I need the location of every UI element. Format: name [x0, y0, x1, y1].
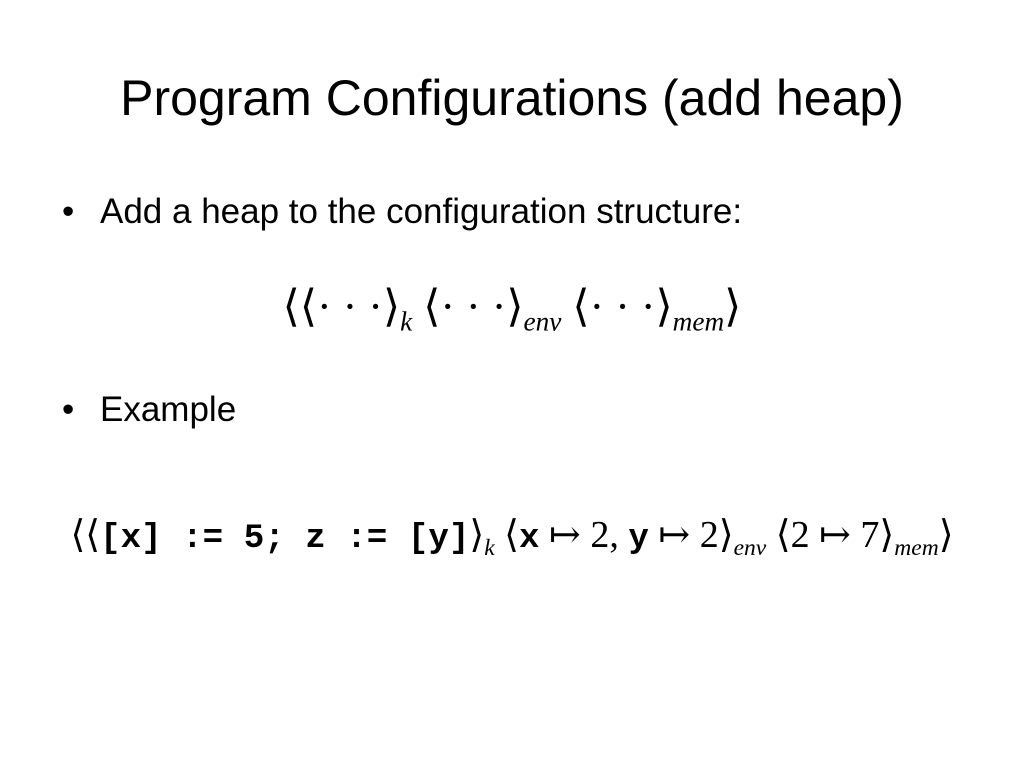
example-formula — [0, 500, 1024, 574]
example-code: [x] := 5; z := [y] — [100, 520, 470, 558]
bullet-item-add-heap — [62, 190, 742, 234]
formula-sub-mem: mem — [672, 306, 725, 337]
example-open: ⟨⟨ — [70, 514, 101, 556]
formula-sub-env: env — [523, 306, 562, 337]
formula-open: ⟨⟨· · ·⟩ — [282, 282, 401, 331]
example-sub-env: env — [733, 535, 767, 562]
example-k-close: ⟩ — [469, 514, 485, 556]
configuration-structure-formula — [0, 272, 1024, 342]
formula-close: ⟩ — [724, 282, 742, 331]
example-env-open: ⟨ — [494, 514, 519, 556]
example-env-y-map: ↦ 2⟩ — [648, 514, 734, 556]
bullet-item-example — [62, 388, 236, 432]
example-env-y: y — [628, 520, 649, 558]
example-sub-k: k — [484, 535, 495, 562]
formula-env: ⟨· · ·⟩ — [412, 282, 524, 331]
formula-sub-k: k — [400, 306, 413, 337]
example-mem: ⟨2 ↦ 7⟩ — [766, 514, 895, 556]
example-sub-mem: mem — [894, 535, 939, 562]
example-env-x-map: ↦ 2, — [539, 514, 629, 556]
bullet-marker: • — [62, 192, 75, 231]
formula-mem: ⟨· · ·⟩ — [561, 282, 673, 331]
slide-title: Program Configurations (add heap) — [120, 70, 904, 126]
example-close: ⟩ — [938, 514, 954, 556]
bullet-text: Add a heap to the configuration structure: — [100, 192, 743, 231]
example-env-x: x — [519, 520, 540, 558]
bullet-marker: • — [62, 390, 75, 429]
bullet-text: Example — [100, 390, 237, 429]
